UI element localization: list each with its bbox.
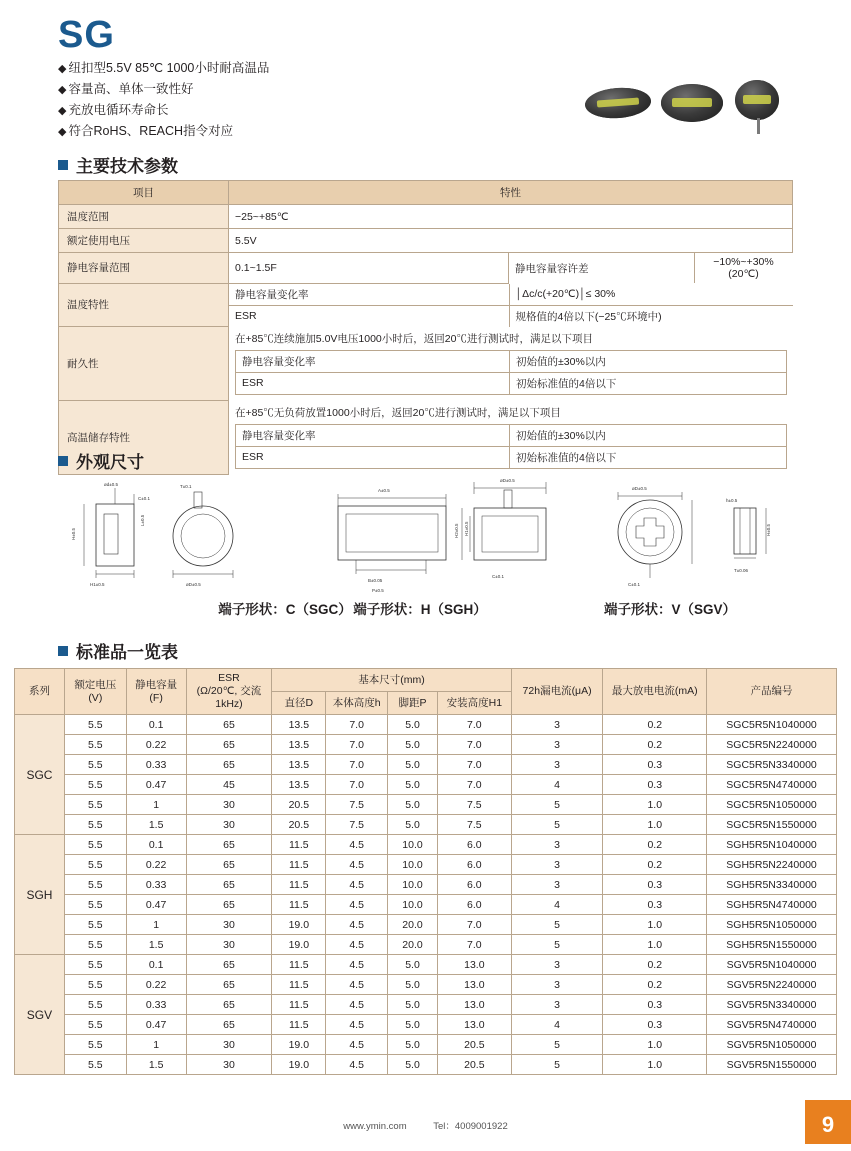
table-row — [15, 715, 837, 735]
table-cell: 0.47 — [126, 1015, 186, 1035]
table-cell: 7.0 — [437, 735, 511, 755]
footer-tel: Tel：4009001922 — [433, 1121, 508, 1132]
table-cell: SGH5R5N1040000 — [707, 835, 837, 855]
table-cell: 65 — [186, 755, 272, 775]
table-cell: 5.0 — [388, 995, 438, 1015]
table-cell: 13.5 — [272, 755, 326, 775]
table-cell: 4.5 — [326, 995, 388, 1015]
table-cell: 65 — [186, 715, 272, 735]
table-cell: 30 — [186, 795, 272, 815]
table-row: 耐久性 在+85℃连续施加5.0V电压1000小时后，返回20℃进行测试时，满足以下项目 静电容量变化率 初始值的±30%以内 ESR 初始标准值的4倍以下 — [59, 327, 793, 401]
table-cell: 45 — [186, 775, 272, 795]
table-cell: 4.5 — [326, 1055, 388, 1075]
table-cell: 10.0 — [388, 835, 438, 855]
dim-label: øD±0.5 — [500, 478, 515, 483]
table-cell: 11.5 — [272, 955, 326, 975]
dim-label: T±0.1 — [180, 484, 192, 489]
table-cell: 5.5 — [64, 795, 126, 815]
capacitor-photo-sgv — [735, 80, 779, 120]
table-cell: 3 — [511, 755, 603, 775]
table-cell: 6.0 — [437, 835, 511, 855]
table-cell: 11.5 — [272, 895, 326, 915]
table-cell: 0.33 — [126, 875, 186, 895]
table-cell: 19.0 — [272, 1055, 326, 1075]
table-cell: 0.47 — [126, 775, 186, 795]
table-cell: 1.5 — [126, 935, 186, 955]
col-series: 系列 — [15, 669, 65, 715]
table-cell: 5 — [511, 795, 603, 815]
list-item: ◆ 容量高、单体一致性好 — [58, 82, 194, 96]
table-cell: 5.5 — [64, 915, 126, 935]
table-cell: SGC5R5N3340000 — [707, 755, 837, 775]
table-cell: 13.0 — [437, 995, 511, 1015]
table-cell: 3 — [511, 855, 603, 875]
table-cell: 1.0 — [603, 1035, 707, 1055]
table-cell: 4.5 — [326, 915, 388, 935]
table-cell: 13.5 — [272, 715, 326, 735]
table-cell: 0.2 — [603, 855, 707, 875]
table-cell: 11.5 — [272, 855, 326, 875]
table-cell: SGV5R5N1050000 — [707, 1035, 837, 1055]
dim-label: T±0.06 — [734, 568, 748, 573]
diamond-icon: ◆ — [58, 63, 67, 75]
table-cell: 1.0 — [603, 795, 707, 815]
table-cell: 5.5 — [64, 735, 126, 755]
table-cell: 11.5 — [272, 835, 326, 855]
dim-label: øD±0.5 — [186, 582, 201, 587]
diamond-icon: ◆ — [58, 84, 67, 96]
table-row: 温度特性 静电容量变化率 │Δc/c(+20℃)│≤ 30% ESR 规格值的4倍以下(−25℃环境中) — [59, 283, 793, 327]
table-cell: 1.0 — [603, 815, 707, 835]
spec-header-characteristic: 特性 — [229, 181, 793, 205]
table-cell: 65 — [186, 735, 272, 755]
list-item: ◆ 充放电循环寿命长 — [58, 103, 169, 117]
table-cell: SGH5R5N1550000 — [707, 935, 837, 955]
col-height: 本体高度h — [326, 692, 388, 715]
table-row — [15, 1055, 837, 1075]
table-cell: SGC5R5N1550000 — [707, 815, 837, 835]
table-cell: 13.5 — [272, 775, 326, 795]
section-heading-standard: 标准品一览表 — [58, 638, 178, 663]
table-row — [15, 875, 837, 895]
standard-table-body — [15, 715, 837, 1075]
footer-website: www.ymin.com — [343, 1121, 407, 1132]
table-cell: 7.5 — [437, 795, 511, 815]
table-row — [15, 955, 837, 975]
table-cell: 0.2 — [603, 735, 707, 755]
table-cell: 5.5 — [64, 815, 126, 835]
table-cell: 11.5 — [272, 1015, 326, 1035]
table-cell: 13.0 — [437, 975, 511, 995]
table-cell: 20.5 — [272, 795, 326, 815]
table-cell: 65 — [186, 995, 272, 1015]
table-cell: 3 — [511, 835, 603, 855]
table-cell: 5.0 — [388, 975, 438, 995]
table-cell: 5.0 — [388, 795, 438, 815]
table-cell: 1.0 — [603, 915, 707, 935]
table-cell: SGV5R5N2240000 — [707, 975, 837, 995]
table-cell: 5.5 — [64, 995, 126, 1015]
table-row — [15, 855, 837, 875]
square-bullet-icon — [58, 456, 68, 466]
table-cell: 7.0 — [437, 935, 511, 955]
table-cell: 5.5 — [64, 975, 126, 995]
table-row — [15, 995, 837, 1015]
table-cell: 0.3 — [603, 875, 707, 895]
table-row — [15, 895, 837, 915]
col-capacitance: 静电容量 (F) — [126, 669, 186, 715]
list-item: ◆ 纽扣型5.5V 85℃ 1000小时耐高温品 — [58, 61, 270, 75]
table-cell: 5.5 — [64, 1055, 126, 1075]
table-cell: 5.5 — [64, 875, 126, 895]
table-row — [15, 975, 837, 995]
table-cell: 6.0 — [437, 875, 511, 895]
table-cell: 20.5 — [272, 815, 326, 835]
drawing-type-c — [68, 474, 313, 604]
table-cell: SGC5R5N1040000 — [707, 715, 837, 735]
table-cell: 7.5 — [326, 815, 388, 835]
table-cell: 3 — [511, 715, 603, 735]
drawing-type-v — [588, 474, 788, 604]
table-cell: 3 — [511, 975, 603, 995]
table-cell: 30 — [186, 815, 272, 835]
table-cell: SGH5R5N1050000 — [707, 915, 837, 935]
dim-label: A±0.5 — [378, 488, 390, 493]
section-heading-outline: 外观尺寸 — [58, 448, 144, 473]
table-cell: 0.3 — [603, 775, 707, 795]
diamond-icon: ◆ — [58, 105, 67, 117]
table-cell: 4.5 — [326, 1015, 388, 1035]
table-cell: 5 — [511, 935, 603, 955]
table-cell: 5.0 — [388, 715, 438, 735]
col-basic-dims: 基本尺寸(mm) — [272, 669, 511, 692]
table-cell: 5.0 — [388, 755, 438, 775]
spec-header-item: 项目 — [59, 181, 229, 205]
col-voltage: 额定电压 (V) — [64, 669, 126, 715]
table-cell: 0.3 — [603, 895, 707, 915]
table-cell: 0.1 — [126, 715, 186, 735]
table-row — [15, 795, 837, 815]
table-cell: 10.0 — [388, 895, 438, 915]
table-cell: 7.0 — [437, 715, 511, 735]
dim-label: B±0.05 — [368, 578, 383, 583]
table-cell: 0.47 — [126, 895, 186, 915]
table-cell: 0.2 — [603, 835, 707, 855]
table-cell: SGC5R5N4740000 — [707, 775, 837, 795]
table-cell: 1.0 — [603, 935, 707, 955]
table-cell: 0.3 — [603, 995, 707, 1015]
table-cell: 6.0 — [437, 895, 511, 915]
square-bullet-icon — [58, 646, 68, 656]
table-row — [15, 755, 837, 775]
table-cell: SGV5R5N1550000 — [707, 1055, 837, 1075]
table-cell: 0.1 — [126, 955, 186, 975]
square-bullet-icon — [58, 160, 68, 170]
product-photos — [575, 78, 825, 138]
table-cell: 4.5 — [326, 875, 388, 895]
table-cell: 0.33 — [126, 755, 186, 775]
table-cell: 13.0 — [437, 1015, 511, 1035]
table-cell: 1 — [126, 915, 186, 935]
table-cell: 7.0 — [437, 775, 511, 795]
dim-label: h±0.5 — [726, 498, 738, 503]
product-logo: SG — [58, 14, 115, 56]
footer — [0, 1118, 851, 1132]
table-cell: 5.0 — [388, 815, 438, 835]
drawing-type-h — [316, 474, 566, 604]
table-cell: 0.3 — [603, 1015, 707, 1035]
table-cell: SGC5R5N2240000 — [707, 735, 837, 755]
table-cell: 3 — [511, 735, 603, 755]
dim-label: H1±0.5 — [464, 521, 469, 536]
table-cell: 3 — [511, 875, 603, 895]
table-cell: 19.0 — [272, 1035, 326, 1055]
table-cell: 65 — [186, 895, 272, 915]
table-cell: SGH5R5N2240000 — [707, 855, 837, 875]
table-cell: 5 — [511, 915, 603, 935]
dim-label: L±0.5 — [140, 514, 145, 526]
table-cell: 20.5 — [437, 1035, 511, 1055]
table-cell: 11.5 — [272, 995, 326, 1015]
table-cell: 4.5 — [326, 895, 388, 915]
drawing-caption-h: 端子形状：H（SGH） — [353, 602, 487, 617]
table-cell: 1.5 — [126, 1055, 186, 1075]
table-cell: 5.5 — [64, 755, 126, 775]
table-cell: 0.1 — [126, 835, 186, 855]
table-cell: 0.3 — [603, 755, 707, 775]
table-cell: 5.0 — [388, 955, 438, 975]
table-cell: 65 — [186, 855, 272, 875]
table-cell: 65 — [186, 955, 272, 975]
table-cell: SGV5R5N3340000 — [707, 995, 837, 1015]
table-row — [15, 1035, 837, 1055]
table-cell: 19.0 — [272, 915, 326, 935]
table-cell: SGH5R5N3340000 — [707, 875, 837, 895]
col-leakage: 72h漏电流(μA) — [511, 669, 603, 715]
table-row — [15, 835, 837, 855]
table-cell: 0.22 — [126, 735, 186, 755]
table-cell: 0.22 — [126, 975, 186, 995]
table-cell: 65 — [186, 835, 272, 855]
dim-label: H2±0.5 — [454, 523, 459, 538]
table-cell: 4.5 — [326, 1035, 388, 1055]
table-cell: 20.0 — [388, 935, 438, 955]
table-row — [15, 915, 837, 935]
col-discharge: 最大放电电流(mA) — [603, 669, 707, 715]
table-cell: 5 — [511, 815, 603, 835]
series-cell: SGC — [15, 715, 65, 835]
table-cell: 4.5 — [326, 975, 388, 995]
table-cell: 30 — [186, 1055, 272, 1075]
table-cell: 20.5 — [437, 1055, 511, 1075]
table-cell: 65 — [186, 1015, 272, 1035]
col-esr: ESR (Ω/20℃, 交流1kHz) — [186, 669, 272, 715]
table-cell: 7.5 — [437, 815, 511, 835]
dim-label: H±0.5 — [71, 528, 76, 540]
table-row — [15, 935, 837, 955]
table-cell: 5.5 — [64, 955, 126, 975]
table-cell: 13.0 — [437, 955, 511, 975]
table-cell: 0.2 — [603, 955, 707, 975]
dim-label: P±0.5 — [372, 588, 384, 593]
table-row: 静电容量范围 0.1~1.5F 静电容量容许差 −10%~+30%(20℃) — [59, 253, 793, 284]
table-cell: 5.5 — [64, 935, 126, 955]
table-cell: 6.0 — [437, 855, 511, 875]
drawing-caption-c: 端子形状：C（SGC） — [218, 602, 352, 617]
table-cell: 5.5 — [64, 1035, 126, 1055]
section-heading-spec: 主要技术参数 — [58, 152, 178, 177]
table-cell: 5.5 — [64, 775, 126, 795]
table-cell: 5.0 — [388, 775, 438, 795]
series-cell: SGH — [15, 835, 65, 955]
table-cell: 4 — [511, 775, 603, 795]
table-cell: 5.0 — [388, 1015, 438, 1035]
table-cell: 0.33 — [126, 995, 186, 1015]
lead-wire — [757, 118, 760, 134]
table-cell: 5.5 — [64, 835, 126, 855]
table-cell: 30 — [186, 935, 272, 955]
table-cell: 7.0 — [326, 755, 388, 775]
table-cell: 20.0 — [388, 915, 438, 935]
table-row — [15, 735, 837, 755]
table-cell: SGV5R5N1040000 — [707, 955, 837, 975]
table-cell: 11.5 — [272, 875, 326, 895]
table-cell: 30 — [186, 915, 272, 935]
table-cell: 30 — [186, 1035, 272, 1055]
table-cell: 10.0 — [388, 875, 438, 895]
table-cell: 13.5 — [272, 735, 326, 755]
table-cell: 5.0 — [388, 735, 438, 755]
table-row: 高温储存特性 在+85℃无负荷放置1000小时后，返回20℃进行测试时，满足以下项目 静电容量变化率 初始值的±30%以内 ESR 初始标准值的4倍以下 — [59, 401, 793, 475]
spec-table — [58, 180, 793, 475]
table-cell: 7.5 — [326, 795, 388, 815]
capacitor-photo-sgc — [584, 86, 652, 121]
table-cell: 5.5 — [64, 715, 126, 735]
table-cell: 7.0 — [437, 755, 511, 775]
table-cell: 19.0 — [272, 935, 326, 955]
table-cell: 1 — [126, 795, 186, 815]
diamond-icon: ◆ — [58, 126, 67, 138]
table-cell: 5.0 — [388, 1035, 438, 1055]
table-row: 温度范围 −25~+85℃ — [59, 205, 793, 229]
table-cell: 7.0 — [326, 715, 388, 735]
col-part-number: 产品编号 — [707, 669, 837, 715]
table-cell: 10.0 — [388, 855, 438, 875]
table-cell: SGV5R5N4740000 — [707, 1015, 837, 1035]
list-item: ◆ 符合RoHS、REACH指令对应 — [58, 124, 234, 138]
table-cell: SGC5R5N1050000 — [707, 795, 837, 815]
table-cell: 5 — [511, 1035, 603, 1055]
table-cell: 4.5 — [326, 855, 388, 875]
col-diameter: 直径D — [272, 692, 326, 715]
table-cell: 1.5 — [126, 815, 186, 835]
table-cell: 5.0 — [388, 1055, 438, 1075]
table-cell: 0.2 — [603, 975, 707, 995]
table-cell: 4 — [511, 895, 603, 915]
table-cell: 65 — [186, 975, 272, 995]
table-row: 额定使用电压 5.5V — [59, 229, 793, 253]
table-cell: 5 — [511, 1055, 603, 1075]
table-cell: 5.5 — [64, 1015, 126, 1035]
dim-label: ød±0.5 — [104, 482, 118, 487]
standard-products-table — [14, 668, 837, 1075]
table-cell: 1 — [126, 1035, 186, 1055]
table-row — [15, 815, 837, 835]
feature-list — [58, 58, 269, 142]
table-cell: 4 — [511, 1015, 603, 1035]
series-cell: SGV — [15, 955, 65, 1075]
dim-label: H1±0.5 — [90, 582, 105, 587]
table-cell: SGH5R5N4740000 — [707, 895, 837, 915]
dim-label: øD±0.5 — [632, 486, 647, 491]
table-cell: 65 — [186, 875, 272, 895]
table-cell: 1.0 — [603, 1055, 707, 1075]
col-pitch: 脚距P — [388, 692, 438, 715]
page-number: 9 — [805, 1100, 851, 1144]
table-cell: 5.5 — [64, 895, 126, 915]
table-cell: 0.2 — [603, 715, 707, 735]
dim-label: C±0.1 — [628, 582, 640, 587]
dim-label: C±0.1 — [138, 496, 150, 501]
drawing-caption-v: 端子形状：V（SGV） — [603, 602, 736, 617]
col-mount-height: 安装高度H1 — [437, 692, 511, 715]
table-cell: 0.22 — [126, 855, 186, 875]
table-row — [15, 1015, 837, 1035]
dim-label: H±0.5 — [766, 524, 771, 536]
capacitor-photo-sgh — [661, 84, 723, 122]
table-cell: 11.5 — [272, 975, 326, 995]
table-cell: 7.0 — [326, 735, 388, 755]
table-cell: 4.5 — [326, 935, 388, 955]
table-cell: 7.0 — [326, 775, 388, 795]
table-row — [15, 775, 837, 795]
table-cell: 4.5 — [326, 835, 388, 855]
dim-label: C±0.1 — [492, 574, 504, 579]
table-cell: 7.0 — [437, 915, 511, 935]
table-cell: 3 — [511, 955, 603, 975]
table-cell: 3 — [511, 995, 603, 1015]
table-cell: 5.5 — [64, 855, 126, 875]
table-cell: 4.5 — [326, 955, 388, 975]
